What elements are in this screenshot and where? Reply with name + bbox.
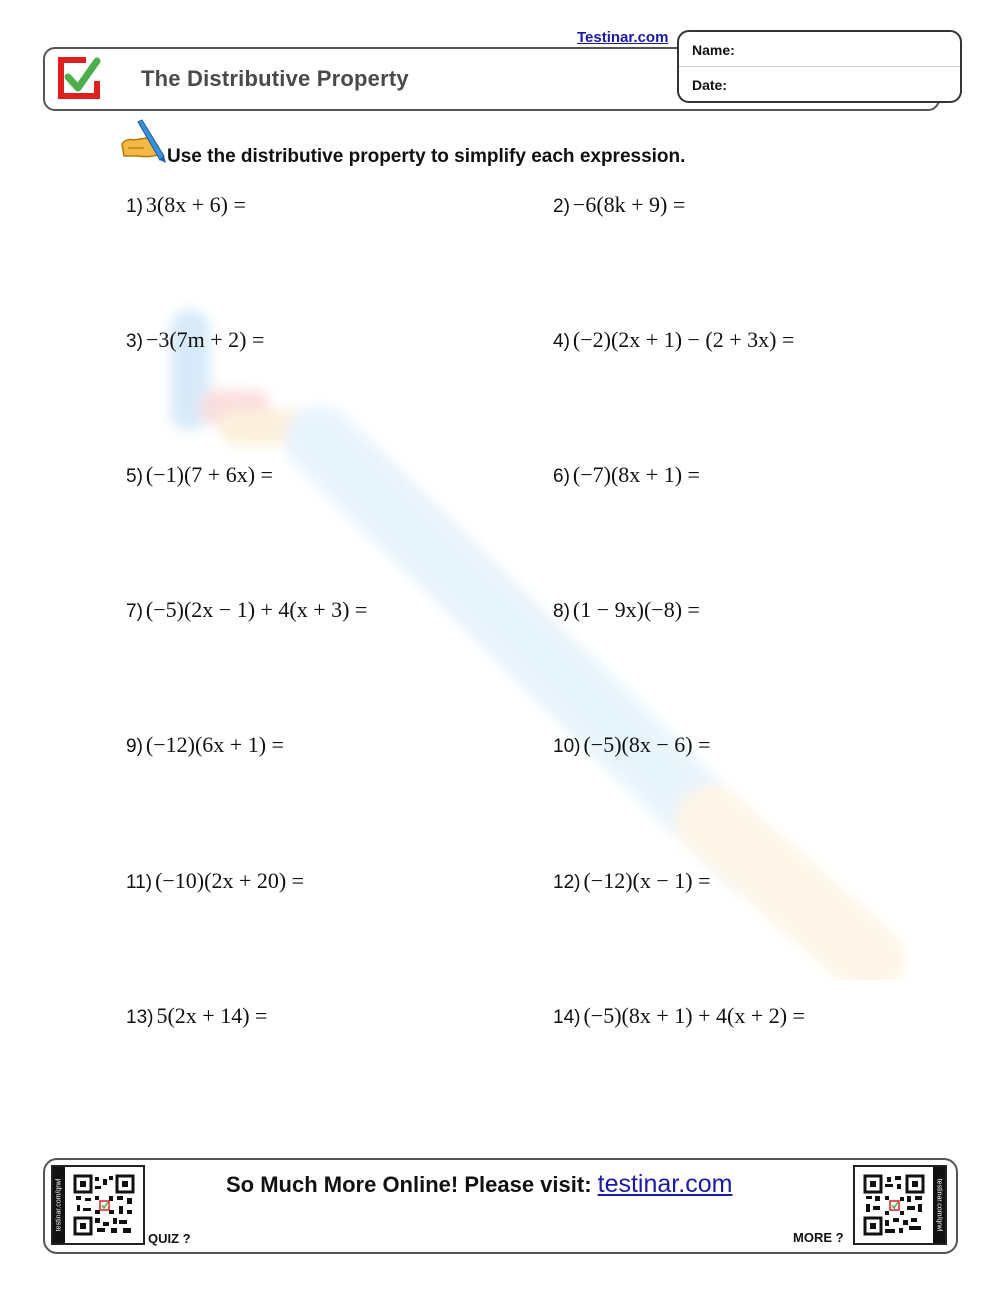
problem-expression: (−2)(2x + 1) − (2 + 3x) = (572, 327, 795, 352)
date-row (679, 67, 960, 101)
problem-number: 2) (553, 196, 570, 217)
problem-expression: 3(8x + 6) = (145, 192, 246, 217)
problem-11 (126, 868, 304, 894)
name-row (679, 32, 960, 67)
problem-number: 1) (126, 196, 143, 217)
page-title: The Distributive Property (141, 66, 409, 91)
problem-expression: (−1)(7 + 6x) = (145, 462, 273, 487)
footer-text: So Much More Online! Please visit: (226, 1172, 598, 1197)
more-qr-code[interactable] (853, 1165, 947, 1245)
qr-strip: testinar.com/qrwl (53, 1167, 65, 1243)
instruction-text: Use the distributive property to simplify each expression. (167, 146, 686, 167)
problem-number: 11) (126, 872, 153, 893)
problem-8 (553, 597, 700, 623)
testinar-link[interactable]: Testinar.com (577, 29, 669, 46)
quiz-label: QUIZ ? (148, 1231, 191, 1246)
problem-expression: (1 − 9x)(−8) = (572, 597, 700, 622)
problem-expression: (−12)(6x + 1) = (145, 732, 284, 757)
problem-number: 12) (553, 872, 581, 893)
problem-number: 9) (126, 736, 143, 757)
problem-2 (553, 192, 685, 218)
problem-expression: (−5)(8x + 1) + 4(x + 2) = (583, 1003, 805, 1028)
more-label: MORE ? (793, 1230, 844, 1245)
problem-number: 13) (126, 1007, 154, 1028)
problem-number: 14) (553, 1007, 581, 1028)
qr-strip: testinar.com/qrwl (933, 1167, 945, 1243)
name-field[interactable] (749, 38, 950, 62)
problem-number: 3) (126, 331, 143, 352)
footer-testinar-link[interactable]: testinar.com (597, 1170, 733, 1198)
problem-expression: (−12)(x − 1) = (583, 868, 711, 893)
checkbox-logo-icon (56, 55, 102, 101)
footer-message (226, 1170, 732, 1199)
problem-number: 5) (126, 466, 143, 487)
date-label: Date: (692, 77, 728, 93)
problem-4 (553, 327, 794, 353)
name-date-box (677, 30, 962, 103)
problem-14 (553, 1003, 805, 1029)
problem-5 (126, 462, 273, 488)
problem-10 (553, 732, 711, 758)
problem-13 (126, 1003, 267, 1029)
problem-number: 7) (126, 601, 143, 622)
problem-expression: −3(7m + 2) = (145, 327, 265, 352)
problem-12 (553, 868, 711, 894)
writing-hand-icon (120, 118, 168, 164)
date-field[interactable] (749, 73, 950, 97)
problem-expression: 5(2x + 14) = (156, 1003, 268, 1028)
problem-number: 4) (553, 331, 570, 352)
quiz-qr-code[interactable] (51, 1165, 145, 1245)
problem-9 (126, 732, 284, 758)
problem-expression: −6(8k + 9) = (572, 192, 686, 217)
problem-expression: (−5)(2x − 1) + 4(x + 3) = (145, 597, 368, 622)
problem-7 (126, 597, 367, 623)
problem-number: 6) (553, 466, 570, 487)
problem-expression: (−10)(2x + 20) = (155, 868, 305, 893)
problem-number: 8) (553, 601, 570, 622)
problem-3 (126, 327, 264, 353)
problem-expression: (−7)(8x + 1) = (572, 462, 700, 487)
qr-code-icon (863, 1174, 925, 1236)
name-label: Name: (692, 42, 735, 58)
problem-1 (126, 192, 246, 218)
problem-expression: (−5)(8x − 6) = (583, 732, 711, 757)
qr-code-icon (73, 1174, 135, 1236)
problem-6 (553, 462, 700, 488)
problem-number: 10) (553, 736, 581, 757)
